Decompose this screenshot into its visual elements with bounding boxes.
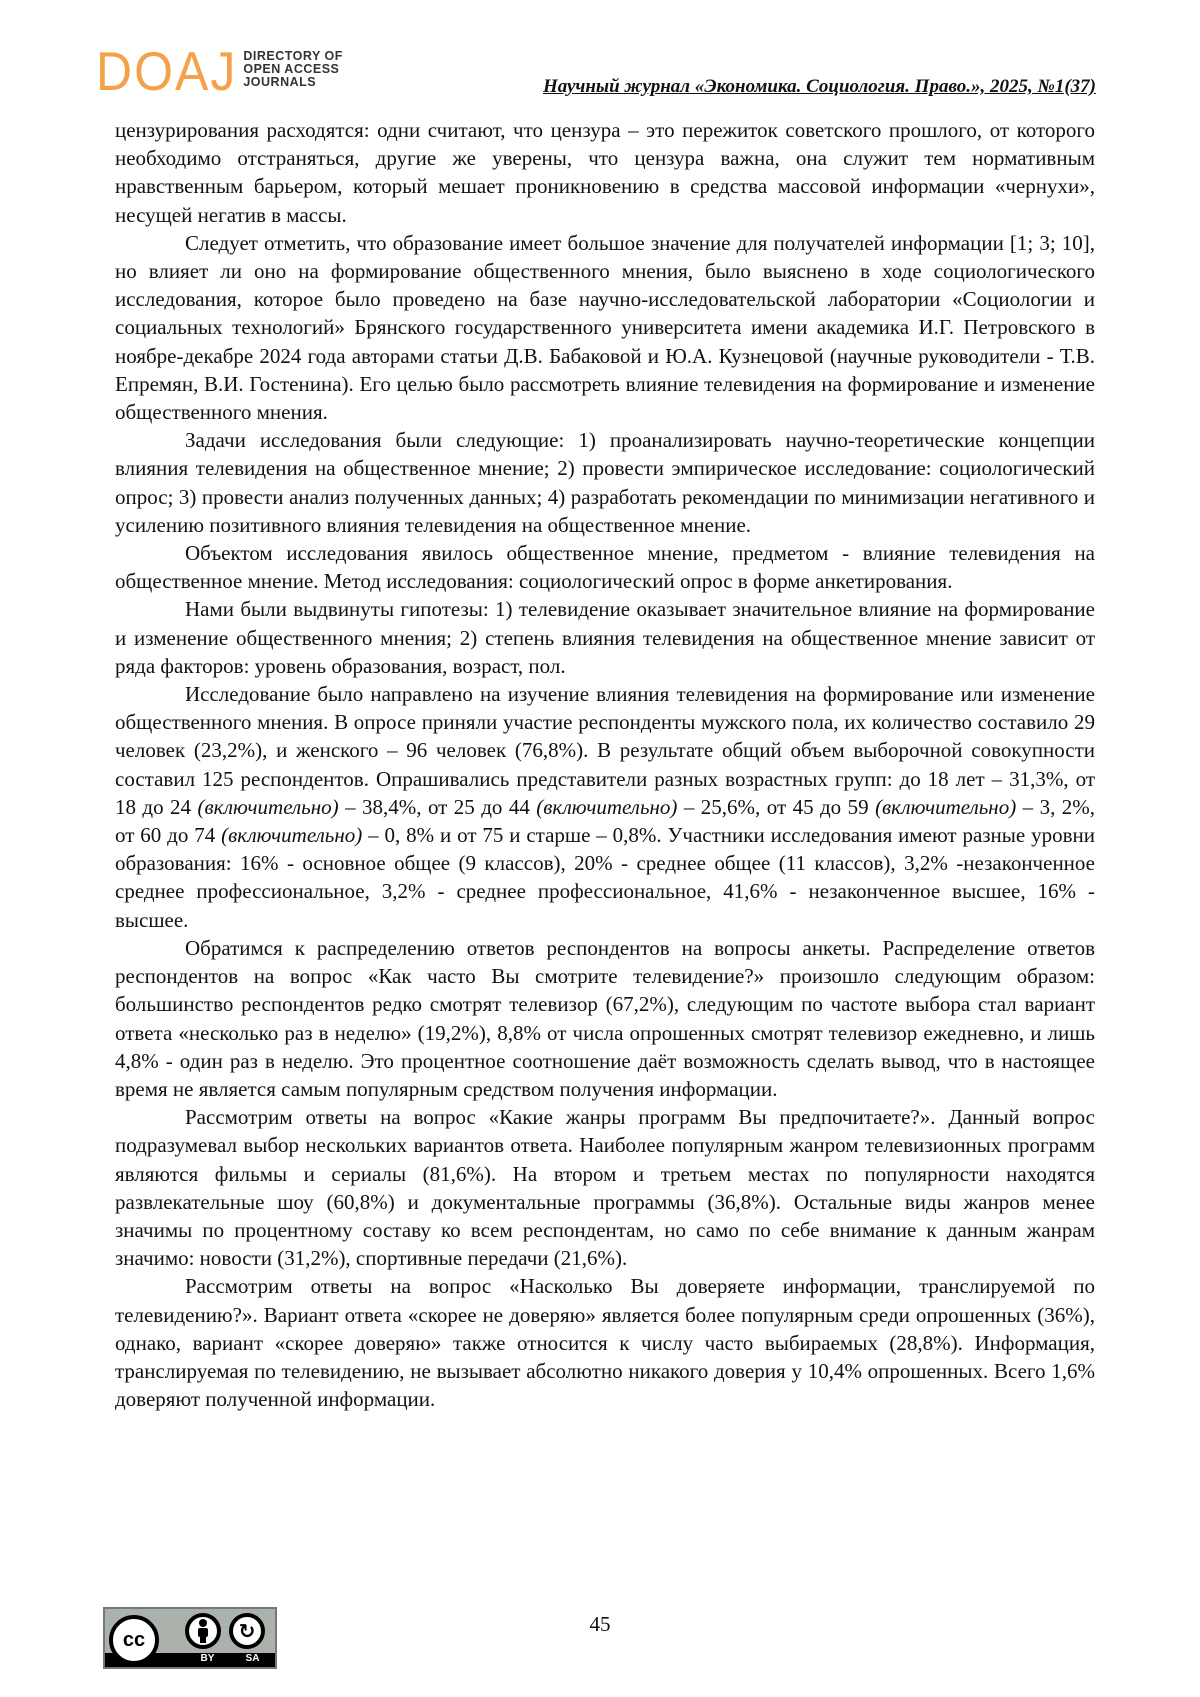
paragraph: Рассмотрим ответы на вопрос «Насколько Вы доверяете информации, транслируемой по телевидению?». Вариант ответа «скорее не доверяю» является более популярным среди опрошенных (36%), однако, вариант «скорее доверяю» также относится к числу часто выбираемых (28,8%). Информация, транслируемая по телевидению, не вызывает абсолютно никакого доверия у 10,4% опрошенных. Всего 1,6% доверяют полученной информации.	[115, 1274, 1095, 1412]
doaj-logo-mark: DOAJ	[96, 40, 238, 103]
article-body	[115, 116, 1095, 1413]
license-by-label: BY	[200, 1653, 215, 1664]
doaj-logo-line: JOURNALS	[243, 74, 317, 89]
license-sa-label: SA	[245, 1653, 260, 1664]
paragraph: Задачи исследования были следующие: 1) проанализировать научно-теоретические концепции влияния телевидения на общественное мнение; 2) провести эмпирическое исследование: социологический опрос; 3) провести анализ полученных данных; 4) разработать рекомендации по минимизации негативного и усилению позитивного влияния телевидения на общественное мнение.	[115, 428, 1095, 537]
license-labels	[185, 1653, 275, 1669]
creative-commons-icon: cc	[109, 1615, 159, 1665]
share-alike-icon: ↻	[229, 1613, 265, 1649]
paragraph: Следует отметить, что образование имеет большое значение для получателей информации [1; 3; 10], но влияет ли оно на формирование общественного мнения, было выяснено в ходе социологического исследования, которое было проведено на базе научно-исследовательской лаборатории «Социологии и социальных технологий» Брянского государственного университета имени академика И.Г. Петровского в ноябре-декабре 2024 года авторами статьи Д.В. Бабаковой и Ю.А. Кузнецовой (научные руководители - Т.В. Епремян, В.И. Гостенина). Его целью было рассмотреть влияние телевидения на формирование и изменение общественного мнения.	[115, 230, 1095, 425]
paragraph: Обратимся к распределению ответов респондентов на вопросы анкеты. Распределение ответов респондентов на вопрос «Как часто Вы смотрите телевидение?» произошло следующим образом: большинство респондентов редко смотрят телевизор (67,2%), следующим по частоте выбора стал вариант ответа «несколько раз в неделю» (19,2%), 8,8% от числа опрошенных смотрят телевизор ежедневно, и лишь 4,8% - один раз в неделю. Это процентное соотношение даёт возможность сделать вывод, что в настоящее время не является самым популярным средством получения информации.	[115, 935, 1095, 1101]
paragraph: Объектом исследования явилось общественное мнение, предметом - влияние телевидения на общественное мнение. Метод исследования: социологический опрос в форме анкетирования.	[115, 541, 1095, 594]
doaj-logo-line: OPEN ACCESS	[243, 61, 340, 76]
paragraph: цензурирования расходятся: одни считают, что цензура – это пережиток советского прошлого, от которого необходимо отстраняться, другие же уверены, что цензура важна, она служит тем нормативным нравственным барьером, который мешает проникновению в средства массовой информации «чернухи», несущей негатив в массы.	[115, 118, 1095, 227]
doaj-logo[interactable]	[96, 40, 343, 103]
doaj-logo-line: DIRECTORY OF	[243, 48, 343, 63]
page-number: 45	[589, 1612, 611, 1636]
doaj-logo-text	[243, 50, 343, 89]
paragraph: Нами были выдвинуты гипотезы: 1) телевидение оказывает значительное влияние на формирование и изменение общественного мнения; 2) степень влияния телевидения на общественное мнение зависит от ряда факторов: уровень образования, возраст, пол.	[115, 597, 1095, 678]
paragraph: Исследование было направлено на изучение влияния телевидения на формирование или изменение общественного мнения. В опросе приняли участие респонденты мужского пола, их количество составило 29 человек (23,2%), и женского – 96 человек (76,8%). В результате общий объем выборочной совокупности составил 125 респондентов. Опрашивались представители разных возрастных групп: до 18 лет – 31,3%, от 18 до 24 (включительно) – 38,4%, от 25 до 44 (включительно) – 25,6%, от 45 до 59 (включительно) – 3, 2%, от 60 до 74 (включительно) – 0, 8% и от 75 и старше – 0,8%. Участники исследования имеют разные уровни образования: 16% - основное общее (9 классов), 20% - среднее общее (11 классов), 3,2% -незаконченное среднее профессиональное, 3,2% - среднее профессиональное, 41,6% - незаконченное высшее, 16% - высшее.	[115, 682, 1096, 932]
paragraph: Рассмотрим ответы на вопрос «Какие жанры программ Вы предпочитаете?». Данный вопрос подразумевал выбор нескольких вариантов ответа. Наиболее популярным жанром телевизионных программ являются фильмы и сериалы (81,6%). На втором и третьем местах по популярности находятся развлекательные шоу (60,8%) и документальные программы (36,8%). Остальные виды жанров менее значимы по процентному составу ко всем респондентам, но само по себе внимание к данным жанрам значимо: новости (31,2%), спортивные передачи (21,6%).	[115, 1105, 1095, 1271]
journal-title[interactable]: Научный журнал «Экономика. Социология. Право.», 2025, №1(37)	[542, 76, 1096, 97]
page-header	[96, 42, 1096, 102]
